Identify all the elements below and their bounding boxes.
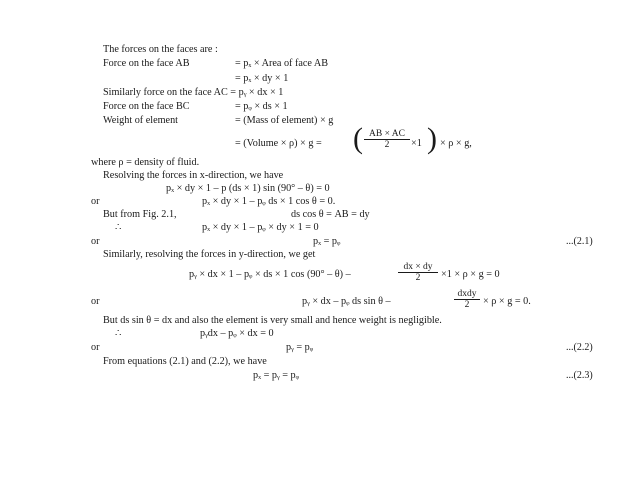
force-ab-label: Force on the face AB <box>103 58 190 69</box>
force-bc-label: Force on the face BC <box>103 101 190 112</box>
eq-6-fraction-den: 2 <box>464 300 470 310</box>
eq-1: pₓ × dy × 1 – p (ds × 1) sin (90° – θ) = 0 <box>166 183 330 194</box>
eq-number-2-3: ...(2.3) <box>566 370 593 381</box>
force-ac-line: Similarly force on the face AC = pᵧ × dx × 1 <box>103 87 284 98</box>
intro-line: The forces on the faces are : <box>103 44 218 55</box>
resolve-x-line: Resolving the forces in x-direction, we have <box>103 170 284 181</box>
eq-number-2-2: ...(2.2) <box>566 342 593 353</box>
fig-ref-rhs: ds cos θ = AB = dy <box>291 209 370 220</box>
eq-4: pₓ = pᵩ <box>313 236 341 247</box>
eq-6-lhs: pᵧ × dx – pᵩ ds sin θ – <box>302 296 391 307</box>
volume-rest: × ρ × g, <box>440 138 472 149</box>
volume-fraction <box>364 129 410 150</box>
or-1: or <box>91 196 100 207</box>
eq-7: pᵧdx – pᵩ × dx = 0 <box>200 328 274 339</box>
eq-5-fraction <box>398 262 438 283</box>
force-ab-rhs: = pₓ × Area of face AB <box>235 58 329 69</box>
density-line: where ρ = density of fluid. <box>91 157 200 168</box>
eq-6-rhs: × ρ × g = 0. <box>483 296 531 307</box>
therefore-1: ∴ <box>115 222 122 233</box>
or-2: or <box>91 236 100 247</box>
or-4: or <box>91 342 100 353</box>
negligible-line: But ds sin θ = dx and also the element is very small and hence weight is negligible. <box>103 315 442 326</box>
eq-5-rhs: ×1 × ρ × g = 0 <box>441 269 500 280</box>
eq-9: pₓ = pᵧ = pᵩ <box>253 370 300 381</box>
eq-5-lhs: pᵧ × dx × 1 – pᵩ × ds × 1 cos (90° – θ) – <box>189 269 351 280</box>
volume-fraction-den: 2 <box>384 140 390 150</box>
volume-lhs: = (Volume × ρ) × g = <box>235 138 322 149</box>
volume-mult: ×1 <box>411 138 422 149</box>
volume-fraction-num: AB × AC <box>364 129 410 140</box>
right-paren: ) <box>427 122 437 155</box>
force-bc-rhs: = pᵩ × ds × 1 <box>235 101 288 112</box>
eq-5-fraction-den: 2 <box>415 273 421 283</box>
therefore-2: ∴ <box>115 328 122 339</box>
or-3: or <box>91 296 100 307</box>
force-ab-rhs-2: = pₓ × dy × 1 <box>235 73 289 84</box>
weight-rhs: = (Mass of element) × g <box>235 115 334 126</box>
eq-3: pₓ × dy × 1 – pᵩ × dy × 1 = 0 <box>202 222 319 233</box>
eq-5-fraction-num: dx × dy <box>398 262 438 273</box>
resolve-y-line: Similarly, resolving the forces in y-direction, we get <box>103 249 316 260</box>
eq-8: pᵧ = pᵩ <box>286 342 314 353</box>
eq-6-fraction <box>454 289 480 310</box>
eq-6-fraction-num: dxdy <box>454 289 480 300</box>
left-paren: ( <box>353 122 363 155</box>
from-equations-line: From equations (2.1) and (2.2), we have <box>103 356 267 367</box>
eq-number-2-1: ...(2.1) <box>566 236 593 247</box>
fig-ref-label: But from Fig. 2.1, <box>103 209 177 220</box>
weight-label: Weight of element <box>103 115 178 126</box>
eq-2: pₓ × dy × 1 – pᵩ ds × 1 cos θ = 0. <box>202 196 336 207</box>
